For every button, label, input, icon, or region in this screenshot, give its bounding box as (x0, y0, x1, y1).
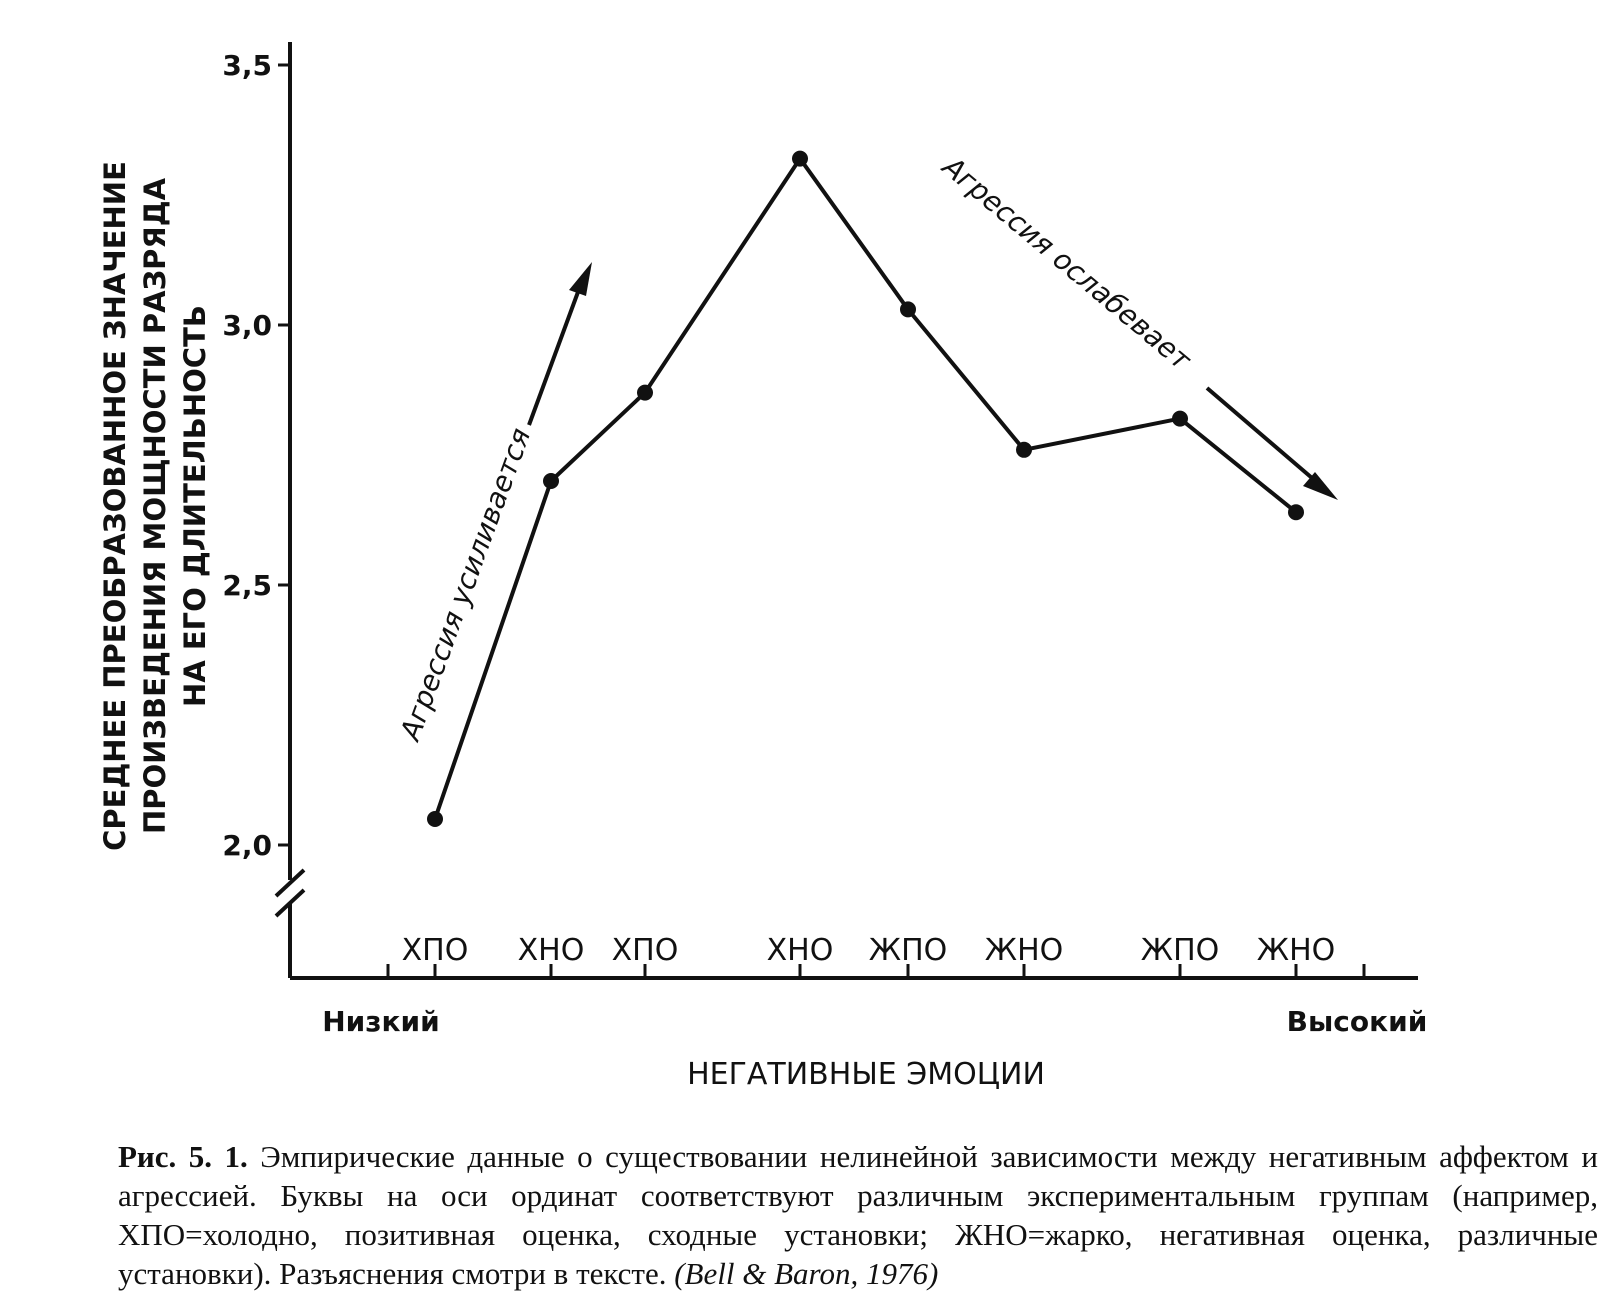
data-point (1288, 504, 1304, 520)
x-category-label: ХНО (517, 933, 585, 968)
y-label-line-1: СРЕДНЕЕ ПРЕОБРАЗОВАННОЕ ЗНАЧЕНИЕ (98, 161, 132, 851)
x-category-label: ЖНО (1256, 933, 1336, 968)
y-tick-label: 3,5 (222, 49, 272, 82)
y-tick-label: 2,0 (222, 829, 272, 862)
caption-citation: (Bell & Baron, 1976) (674, 1256, 939, 1291)
arrow-falling (1207, 388, 1338, 500)
figure-caption (118, 1137, 1598, 1293)
x-category-label: ХНО (766, 933, 834, 968)
x-category-label: ЖНО (984, 933, 1064, 968)
x-category-label: ЖПО (868, 933, 948, 968)
y-label-line-3: НА ЕГО ДЛИТЕЛЬНОСТЬ (178, 305, 212, 707)
data-point (637, 385, 653, 401)
x-category-label: ХПО (611, 933, 679, 968)
annotation-rising: Агрессия усиливается (393, 423, 538, 745)
y-tick-label: 3,0 (222, 309, 272, 342)
x-category-label: ЖПО (1140, 933, 1220, 968)
data-point (543, 473, 559, 489)
annotation-falling: Агрессия ослабевает (936, 150, 1198, 377)
data-point (427, 811, 443, 827)
x-axis-title: НЕГАТИВНЫЕ ЭМОЦИИ (687, 1057, 1045, 1092)
series-line (435, 159, 1296, 819)
caption-text: Эмпирические данные о существовании нелинейной зависимости между негативным аффектом и агрессией. Буквы на оси ординат соответствуют различным экспериментальным группам (например, ХПО=холодно, позитивная оценка, сходные установки; ЖНО=жарко, негативная оценка, различные установки). Разъяснения смотри в тексте. (118, 1139, 1598, 1291)
arrow-rising (529, 262, 592, 425)
data-point (792, 151, 808, 167)
data-point (900, 301, 916, 317)
caption-label: Рис. 5. 1. (118, 1139, 248, 1174)
x-category-label: ХПО (401, 933, 469, 968)
x-high-label: Высокий (1286, 1005, 1428, 1038)
x-low-label: Низкий (322, 1005, 440, 1038)
data-point (1172, 411, 1188, 427)
y-label-line-2: ПРОИЗВЕДЕНИЯ МОЩНОСТИ РАЗРЯДА (138, 177, 172, 835)
y-tick-label: 2,5 (222, 569, 272, 602)
data-point (1016, 442, 1032, 458)
